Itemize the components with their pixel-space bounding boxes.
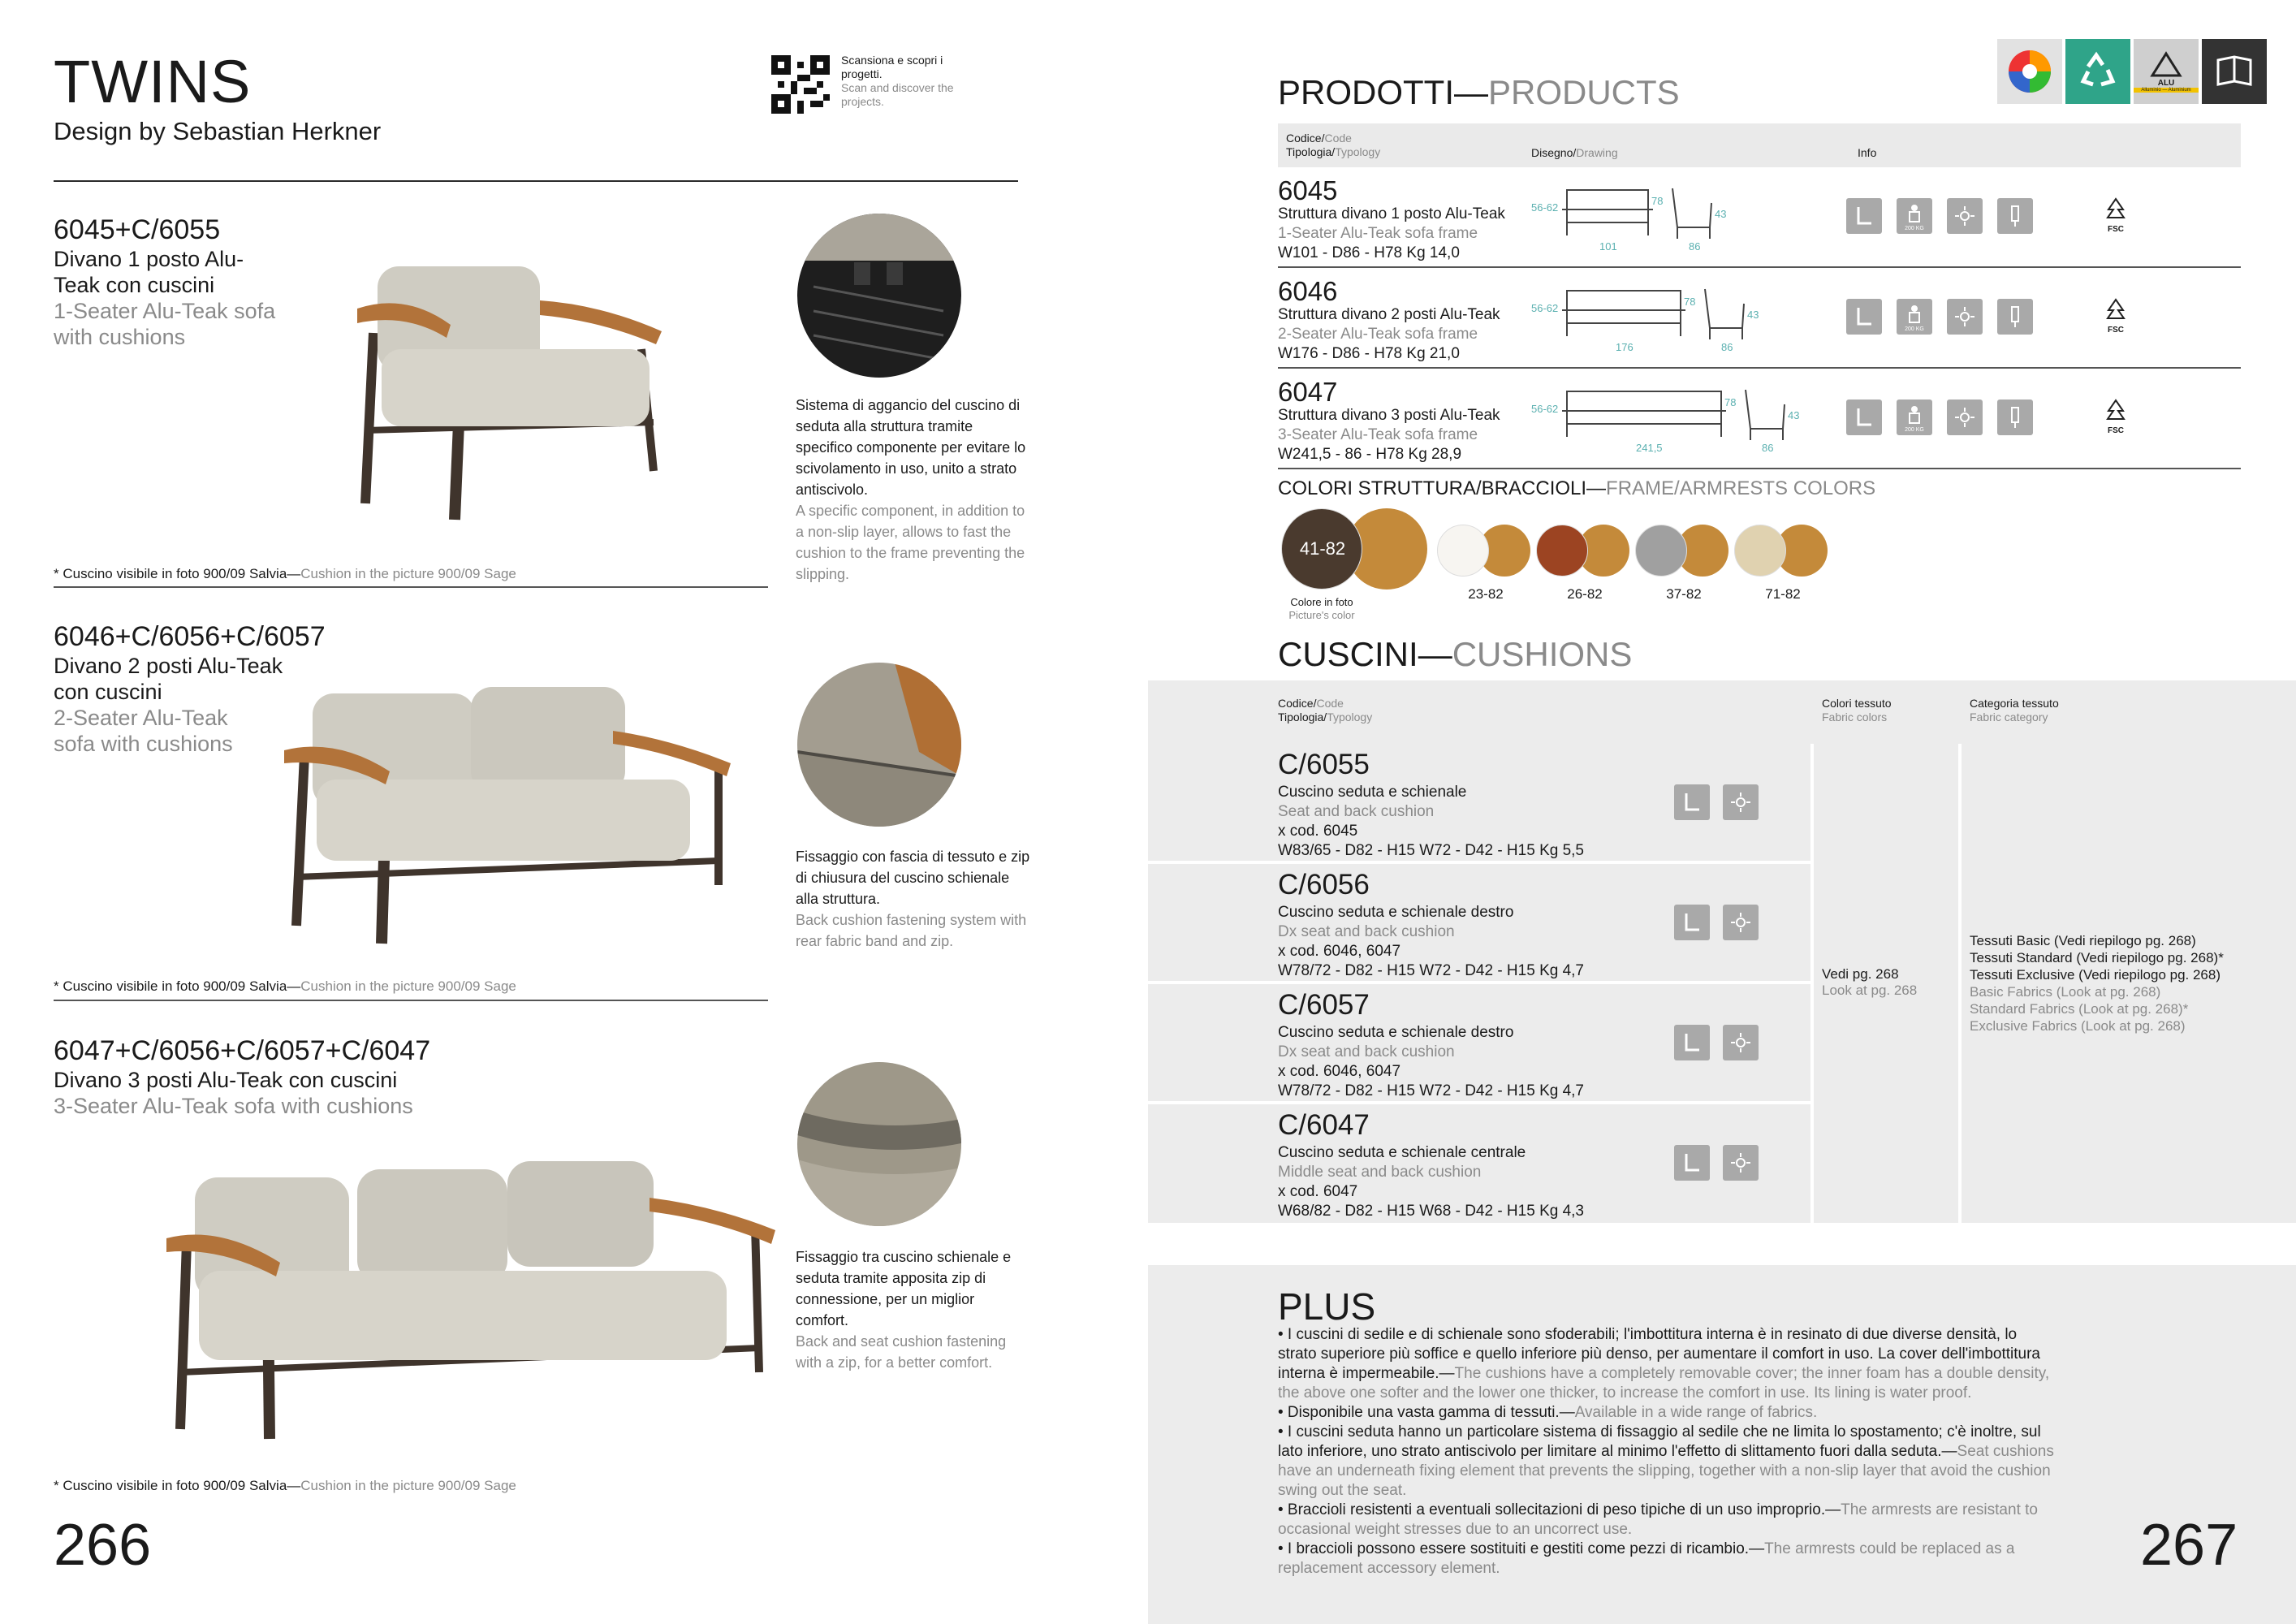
plus-item: • I cuscini di sedile e di schienale sono sfoderabili; l'imbottitura interna è in resinato di due diverse densità, lo strato superiore più soffice e quello inferiore più denso, per aumentare il comfort in uso. La cover dell'imbottitura interna è impermeabile.—The cushions have a completely removable cover; the inner foam has a double density, the above one softer and the lower one thicker, to increase the comfort in use. Its lining is water proof. (1278, 1326, 2050, 1402)
detail-photo-2 (797, 663, 961, 827)
cushion-for-code: x cod. 6047 (1278, 1183, 1358, 1200)
weather-icon (1723, 784, 1759, 820)
cushion-code: C/6047 (1278, 1109, 1370, 1141)
row-code: 6046 (1278, 276, 1338, 306)
color-swatch[interactable] (1437, 525, 1536, 602)
detail-text-it: Fissaggio con fascia di tessuto e zip di chiusura del cuscino schienale alla struttura. (796, 849, 1030, 907)
col-info: Info (1858, 146, 1877, 159)
row-divider (1278, 266, 2241, 268)
fabric-category-item: Tessuti Exclusive (Vedi riepilogo pg. 268) (1970, 967, 2220, 983)
product-row (1278, 172, 2241, 273)
row-divider (1148, 981, 1810, 984)
row-divider (1278, 367, 2241, 369)
drawing-dimension: 78 (1724, 396, 1737, 408)
drawing-dimension: 86 (1689, 240, 1701, 253)
load-icon: 200 KG (1897, 400, 1932, 435)
frame-color (1536, 525, 1588, 577)
plus-text-en: The armrests are resistant to occasional weight stresses due to an uncorrect use. (1278, 1501, 2038, 1538)
drawing-dimension: 78 (1684, 296, 1696, 308)
plus-text-it: • Braccioli resistenti a eventuali sollecitazioni di peso tipiche di un uso improprio. (1278, 1501, 1826, 1518)
fabric-colors-ref: Vedi pg. 268 Look at pg. 268 (1822, 966, 1918, 998)
cushion-for-code: x cod. 6046, 6047 (1278, 943, 1401, 960)
cushion-note: * Cuscino visibile in foto 900/09 Salvia—Cushion in the picture 900/09 Sage (54, 566, 516, 581)
weather-icon (1947, 400, 1983, 435)
cushion-desc-it: Cuscino seduta e schienale (1278, 784, 1467, 801)
cushion-row (1148, 984, 1810, 1103)
col-code-typology: Codice/Code Tipologia/Typology (1286, 132, 1381, 158)
row-desc-en: 2-Seater Alu-Teak sofa frame (1278, 326, 1478, 343)
product-desc-en: 2-Seater Alu-Teak sofa with cushions (54, 706, 233, 756)
aluminium-frame-icon (1997, 299, 2033, 335)
swatch-code: 23-82 (1468, 586, 1504, 602)
fsc-tree-icon: FSC (2100, 297, 2132, 338)
drawing-dimension: 43 (1788, 409, 1800, 421)
technical-drawing (1530, 179, 1798, 257)
seat-icon (1674, 1145, 1710, 1181)
cushion-col-category: Categoria tessuto Fabric category (1970, 697, 2059, 723)
drawing-dimension: 176 (1616, 341, 1634, 353)
note-it: * Cuscino visibile in foto 900/09 Salvia (54, 566, 287, 581)
fabric-category-item: Tessuti Standard (Vedi riepilogo pg. 268)* (1970, 950, 2224, 965)
plus-text-it: • I braccioli possono essere sostituiti e gestiti come pezzi di ricambio. (1278, 1540, 1750, 1557)
product-code: 6047+C/6056+C/6057+C/6047 (54, 1035, 431, 1066)
swatch-code: 71-82 (1765, 586, 1801, 602)
seat-icon (1846, 198, 1882, 234)
drawing-dimension: 86 (1762, 442, 1774, 454)
badge-strip (1997, 39, 2267, 104)
detail-photo-1 (797, 214, 961, 378)
detail-text-en: A specific component, in addition to a non-slip layer, allows to fast the cushion to the frame preventing the slipping. (796, 503, 1025, 582)
swatch-caption-it: Colore in foto (1290, 596, 1353, 608)
plus-text-en: The cushions have a completely removable cover; the inner foam has a double density, the above one softer and the lower one thicker, to increase the comfort in use. Its lining is water proof. (1278, 1365, 2050, 1402)
product-desc-it: Divano 2 posti Alu-Teak con cuscini (54, 654, 283, 704)
plus-text-en: Seat cushions have an underneath fixing element that prevents the slipping, together with a non-slip layer that avoid the cushion swing out the seat. (1278, 1443, 2054, 1499)
cushion-code: C/6057 (1278, 989, 1370, 1021)
cushion-desc-it: Cuscino seduta e schienale destro (1278, 904, 1514, 921)
header-rule (54, 180, 1018, 182)
fabric-category-item: Tessuti Basic (Vedi riepilogo pg. 268) (1970, 933, 2196, 948)
product-code: 6045+C/6055 (54, 214, 221, 245)
plus-list (1278, 1325, 2057, 1579)
cushion-row (1148, 744, 1810, 862)
drawing-dimension: 43 (1747, 309, 1759, 321)
qr-caption-en: Scan and discover the projects. (841, 81, 954, 108)
color-swatch[interactable] (1734, 525, 1833, 602)
drawing-dimension: 56-62 (1531, 201, 1559, 214)
row-divider (1148, 1101, 1810, 1104)
note-it: * Cuscino visibile in foto 900/09 Salvia (54, 978, 287, 994)
cushion-note: * Cuscino visibile in foto 900/09 Salvia—Cushion in the picture 900/09 Sage (54, 1478, 516, 1493)
product-desc-en: 1-Seater Alu-Teak sofa with cushions (54, 299, 276, 349)
detail-text-it: Fissaggio tra cuscino schienale e seduta tramite apposita zip di connessione, per un miglior comfort. (796, 1249, 1012, 1328)
row-desc-en: 3-Seater Alu-Teak sofa frame (1278, 426, 1478, 443)
seat-icon (1674, 1025, 1710, 1060)
cushion-desc-it: Cuscino seduta e schienale centrale (1278, 1144, 1526, 1161)
drawing-dimension: 101 (1599, 240, 1617, 253)
sofa-2-seater-image (280, 682, 735, 954)
row-desc-it: Struttura divano 3 posti Alu-Teak (1278, 407, 1500, 424)
plus-item: • Braccioli resistenti a eventuali sollecitazioni di peso tipiche di un uso improprio.—The armrests are resistant to occasional weight stresses due to an uncorrect use. (1278, 1501, 2038, 1538)
row-divider (1278, 468, 2241, 469)
load-icon: 200 KG (1897, 198, 1932, 234)
recycle-icon (2065, 39, 2130, 104)
row-code: 6045 (1278, 175, 1338, 205)
col-separator (1810, 744, 1814, 1223)
product-code: 6046+C/6056+C/6057 (54, 621, 326, 652)
drawing-dimension: 43 (1715, 208, 1727, 220)
swatch-code: 37-82 (1666, 586, 1702, 602)
color-swatch[interactable] (1635, 525, 1734, 602)
swatch-code: 26-82 (1567, 586, 1603, 602)
plus-item: • I braccioli possono essere sostituiti e gestiti come pezzi di ricambio.—The armrests could be replaced as a replacement accessory element. (1278, 1540, 2015, 1577)
technical-drawing (1530, 380, 1798, 458)
cushion-row (1148, 1104, 1810, 1223)
cushion-for-code: x cod. 6046, 6047 (1278, 1063, 1401, 1080)
plus-text-en: Available in a wide range of fabrics. (1574, 1404, 1818, 1421)
products-header (1278, 123, 2241, 167)
cushion-desc-it: Cuscino seduta e schienale destro (1278, 1024, 1514, 1041)
drawing-dimension: 56-62 (1531, 403, 1559, 415)
drawing-dimension: 78 (1651, 195, 1664, 207)
seat-icon (1846, 299, 1882, 335)
brand-title: TWINS (54, 48, 252, 115)
seat-icon (1674, 905, 1710, 940)
frame-color (1437, 525, 1489, 577)
plus-text-it: • Disponibile una vasta gamma di tessuti. (1278, 1404, 1560, 1421)
frame-color (1635, 525, 1687, 577)
cushion-for-code: x cod. 6045 (1278, 823, 1358, 840)
swatch-caption-en: Picture's color (1288, 609, 1355, 621)
drawing-dimension: 86 (1721, 341, 1733, 353)
weather-icon (1947, 198, 1983, 234)
note-en: Cushion in the picture 900/09 Sage (300, 1478, 516, 1493)
product-desc-it: Divano 3 posti Alu-Teak con cuscini (54, 1068, 398, 1092)
note-en: Cushion in the picture 900/09 Sage (300, 566, 516, 581)
cushion-dims: W78/72 - D82 - H15 W72 - D42 - H15 Kg 4,7 (1278, 962, 1584, 979)
row-dims: W241,5 - 86 - H78 Kg 28,9 (1278, 446, 1462, 463)
seat-icon (1846, 400, 1882, 435)
cushion-col-colors: Colori tessuto Fabric colors (1822, 697, 1892, 723)
qr-caption-it: Scansiona e scopri i progetti. (841, 54, 943, 80)
product-row (1278, 374, 2241, 474)
fabric-category-item: Basic Fabrics (Look at pg. 268) (1970, 984, 2161, 1000)
row-desc-it: Struttura divano 2 posti Alu-Teak (1278, 306, 1500, 323)
drawing-dimension: 241,5 (1636, 442, 1663, 454)
aluminium-badge: ALU Alluminio — Aluminium (2134, 39, 2199, 104)
page-number-right: 267 (2140, 1513, 2238, 1578)
divider (54, 1000, 768, 1001)
drawing-dimension: 56-62 (1531, 302, 1559, 314)
sofa-3-seater-image (162, 1153, 779, 1449)
col-drawing: Disegno/Drawing (1531, 146, 1618, 159)
cushion-note: * Cuscino visibile in foto 900/09 Salvia—Cushion in the picture 900/09 Sage (54, 978, 516, 994)
technical-drawing (1530, 279, 1798, 357)
note-en: Cushion in the picture 900/09 Sage (300, 978, 516, 994)
cushion-desc-en: Middle seat and back cushion (1278, 1164, 1482, 1181)
cushion-code: C/6055 (1278, 749, 1370, 780)
detail-text-en: Back cushion fastening system with rear fabric band and zip. (796, 912, 1027, 949)
detail-text-en: Back and seat cushion fastening with a zip, for a better comfort. (796, 1333, 1007, 1371)
product-desc-en: 3-Seater Alu-Teak sofa with cushions (54, 1094, 413, 1118)
detail-photo-3 (797, 1062, 961, 1226)
product-row (1278, 273, 2241, 374)
plus-item: • I cuscini seduta hanno un particolare sistema di fissaggio al sedile che ne limita lo spostamento; c'è inoltre, sul lato inferiore, uno strato antiscivolo per limitare al minimo l'effetto di slittamento fuori dalla seduta.—Seat cushions have an underneath fixing element that prevents the slipping, together with a non-slip layer that avoid the cushion swing out the seat. (1278, 1423, 2054, 1499)
weather-icon (1723, 905, 1759, 940)
fsc-tree-icon: FSC (2100, 197, 2132, 237)
cushion-dims: W83/65 - D82 - H15 W72 - D42 - H15 Kg 5,5 (1278, 842, 1584, 859)
row-desc-it: Struttura divano 1 posto Alu-Teak (1278, 205, 1505, 222)
fabric-category-list (1970, 932, 2224, 1034)
fabric-category-item: Exclusive Fabrics (Look at pg. 268) (1970, 1018, 2186, 1034)
swatch-code: 41-82 (1299, 538, 1346, 559)
frame-color (1281, 508, 1362, 590)
seat-icon (1674, 784, 1710, 820)
color-swatch[interactable] (1536, 525, 1635, 602)
note-it: * Cuscino visibile in foto 900/09 Salvia (54, 1478, 287, 1493)
cushion-dims: W68/82 - D82 - H15 W68 - D42 - H15 Kg 4,3 (1278, 1203, 1584, 1220)
load-icon: 200 KG (1897, 299, 1932, 335)
row-dims: W176 - D86 - H78 Kg 21,0 (1278, 345, 1460, 362)
product-desc-it: Divano 1 posto Alu-Teak con cuscini (54, 247, 244, 297)
cushion-dims: W78/72 - D82 - H15 W72 - D42 - H15 Kg 4,7 (1278, 1082, 1584, 1099)
detail-text-it: Sistema di aggancio del cuscino di seduta alla struttura tramite specifico componente per evitare lo scivolamento in uso, unito a strato antiscivolo. (796, 397, 1026, 498)
plus-text-en: The armrests could be replaced as a replacement accessory element. (1278, 1540, 2015, 1577)
sofa-1-seater-image (341, 260, 666, 532)
cushion-col-code: Codice/Code Tipologia/Typology (1278, 697, 1373, 723)
page-number-left: 266 (54, 1513, 152, 1578)
qr-code[interactable] (771, 55, 830, 118)
plus-title: PLUS (1278, 1285, 1376, 1328)
fsc-tree-icon: FSC (2100, 398, 2132, 438)
plus-text-it: • I cuscini di sedile e di schienale sono sfoderabili; l'imbottitura interna è in resinato di due diverse densità, lo strato superiore più soffice e quello inferiore più denso, per aumentare il comfort in uso. La cover dell'imbottitura interna è impermeabile. (1278, 1326, 2040, 1382)
cushion-desc-en: Dx seat and back cushion (1278, 923, 1455, 940)
products-title: PRODOTTI—PRODUCTS (1278, 73, 1680, 111)
frame-color (1734, 525, 1786, 577)
color-wheel-icon (1997, 39, 2062, 104)
cushion-desc-en: Seat and back cushion (1278, 803, 1435, 820)
cushion-code: C/6056 (1278, 869, 1370, 901)
colors-title: COLORI STRUTTURA/BRACCIOLI—FRAME/ARMRESTS COLORS (1278, 477, 1876, 499)
product-block-1 (54, 214, 297, 350)
designer-credit: Design by Sebastian Herkner (54, 117, 382, 145)
weather-icon (1947, 299, 1983, 335)
aluminium-frame-icon (1997, 198, 2033, 234)
divider (54, 586, 768, 588)
fabric-category-item: Standard Fabrics (Look at pg. 268)* (1970, 1001, 2189, 1017)
row-divider (1148, 861, 1810, 864)
weather-icon (1723, 1145, 1759, 1181)
row-dims: W101 - D86 - H78 Kg 14,0 (1278, 244, 1460, 261)
weather-icon (1723, 1025, 1759, 1060)
cushion-desc-en: Dx seat and back cushion (1278, 1043, 1455, 1060)
aluminium-frame-icon (1997, 400, 2033, 435)
color-swatch[interactable] (1281, 508, 1435, 621)
cushions-title: CUSCINI—CUSHIONS (1278, 635, 1633, 673)
row-desc-en: 1-Seater Alu-Teak sofa frame (1278, 225, 1478, 242)
cushion-row (1148, 864, 1810, 983)
catalog-icon (2202, 39, 2267, 104)
plus-text-it: • I cuscini seduta hanno un particolare sistema di fissaggio al sedile che ne limita lo spostamento; c'è inoltre, sul lato inferiore, uno strato antiscivolo per limitare al minimo l'effetto di slittamento fuori dalla seduta. (1278, 1423, 2041, 1460)
plus-item: • Disponibile una vasta gamma di tessuti.—Available in a wide range of fabrics. (1278, 1404, 1818, 1421)
col-separator (1958, 744, 1962, 1223)
row-code: 6047 (1278, 377, 1338, 407)
product-block-3 (54, 1035, 541, 1119)
